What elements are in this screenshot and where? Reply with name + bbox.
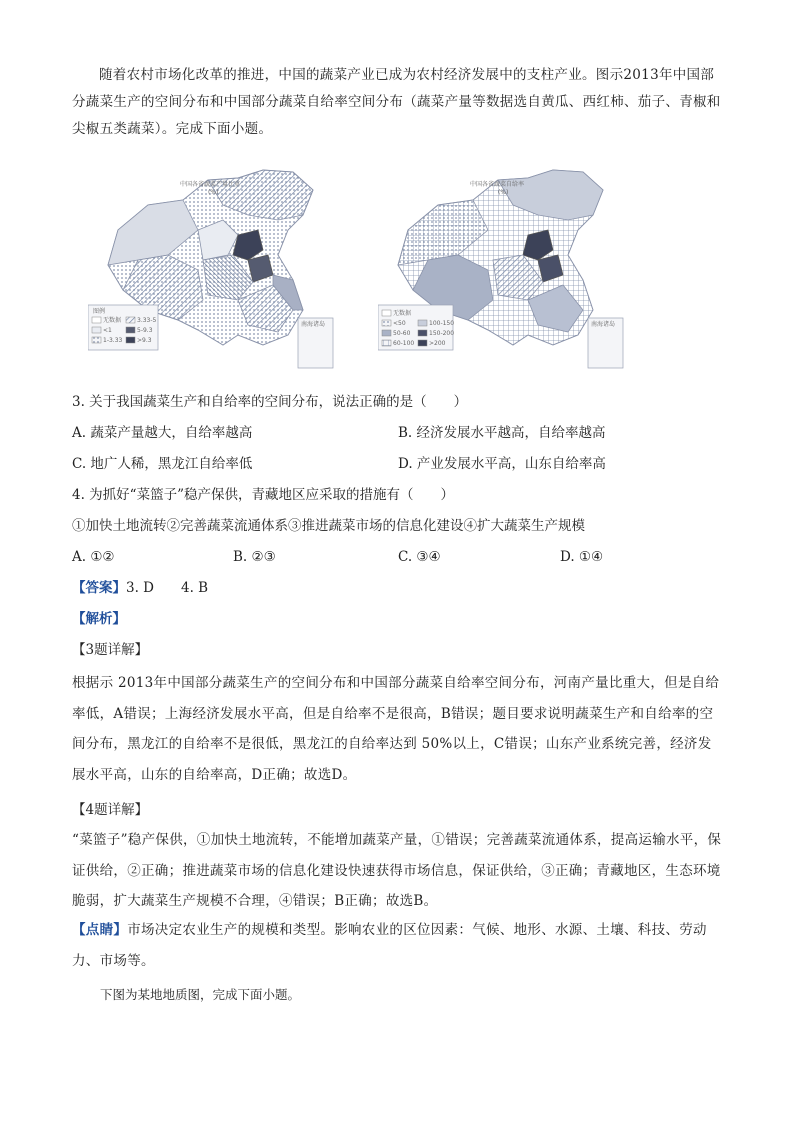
q3-option-b: B. 经济发展水平越高，自给率越高	[398, 425, 606, 441]
svg-text:>9.3: >9.3	[137, 337, 152, 344]
svg-text:1-3.33: 1-3.33	[103, 337, 123, 344]
svg-text:南海诸岛: 南海诸岛	[591, 321, 616, 328]
q3-option-c: C. 地广人稀，黑龙江自给率低	[72, 456, 253, 472]
q3-detail-text: 根据示 2013年中国部分蔬菜生产的空间分布和中国部分蔬菜自给率空间分布，河南产量比重大，但是自给率低，A错误；上海经济发展水平高，但是自给率不是很高，B错误；题目要求说明蔬菜生产和自给率的空间分布，黑龙江的自给率不是很低，黑龙江的自给率达到 50%以上，C错误；山东产业系统完善，经济发展水平高，山东的自给率高，D正确；故选D。	[72, 675, 720, 783]
tip-tag: 【点睛】	[72, 922, 128, 938]
left-map-title: 中国各省蔬菜产量比重	[180, 181, 241, 188]
svg-text:3.33-5: 3.33-5	[137, 317, 157, 324]
left-map-unit: (%)	[208, 189, 219, 196]
svg-text:100-150: 100-150	[429, 320, 455, 327]
svg-text:>200: >200	[429, 340, 446, 347]
q4-statements: ①加快土地流转②完善蔬菜流通体系③推进蔬菜市场的信息化建设④扩大蔬菜生产规模	[72, 518, 585, 534]
q4-stem: 4. 为抓好“菜篮子”稳产保供，青藏地区应采取的措施有（ ）	[72, 487, 454, 503]
svg-text:无数据: 无数据	[393, 310, 412, 317]
analysis-tag: 【解析】	[72, 611, 126, 627]
svg-text:5-9.3: 5-9.3	[137, 327, 153, 334]
svg-text:50-60: 50-60	[393, 330, 411, 337]
q4-option-d: D. ①④	[560, 549, 604, 565]
tip-paragraph	[72, 915, 724, 976]
tip-text: 市场决定农业生产的规模和类型。影响农业的区位因素：气候、地形、水源、土壤、科技、劳动力、市场等。	[72, 922, 707, 969]
svg-text:南海诸岛: 南海诸岛	[301, 321, 326, 328]
q3-detail-tag: 【3题详解】	[72, 642, 149, 658]
q3-option-a: A. 蔬菜产量越大，自给率越高	[72, 425, 253, 441]
right-map-title: 中国各省蔬菜自给率	[470, 181, 525, 188]
q4-detail-text: “菜篮子”稳产保供，①加快土地流转，不能增加蔬菜产量，①错误；完善蔬菜流通体系，提高运输水平，保证供给，②正确；推进蔬菜市场的信息化建设快速获得市场信息，保证供给，③正确；青藏地区，生态环境脆弱，扩大蔬菜生产规模不合理，④错误；B正确；故选B。	[72, 832, 722, 909]
vegetable-output-map	[88, 160, 358, 390]
q3-option-d: D. 产业发展水平高，山东自给率高	[398, 456, 606, 472]
svg-text:<50: <50	[393, 320, 406, 327]
right-map-unit: (%)	[498, 189, 509, 196]
intro-paragraph: 随着农村市场化改革的推进，中国的蔬菜产业已成为农村经济发展中的支柱产业。图示2013年中国部分蔬菜生产的空间分布和中国部分蔬菜自给率空间分布（蔬菜产量等数据选自黄瓜、西红柿、茄子、青椒和尖椒五类蔬菜）。完成下面小题。	[72, 67, 721, 137]
answer-text: 3. D 4. B	[126, 580, 209, 596]
answer-tag: 【答案】	[72, 580, 126, 596]
q4-option-c: C. ③④	[398, 549, 441, 565]
self-sufficiency-map	[378, 160, 648, 390]
svg-text:150-200: 150-200	[429, 330, 455, 337]
svg-text:<1: <1	[103, 327, 112, 334]
answer-line	[72, 578, 208, 598]
q4-option-a: A. ①②	[72, 549, 115, 565]
q4-detail-tag: 【4题详解】	[72, 802, 149, 818]
next-intro: 下图为某地地质图，完成下面小题。	[100, 987, 301, 1002]
q3-stem: 3. 关于我国蔬菜生产和自给率的空间分布，说法正确的是（ ）	[72, 394, 468, 410]
svg-text:60-100: 60-100	[393, 340, 415, 347]
q4-option-b: B. ②③	[233, 549, 276, 565]
maps-figure	[88, 160, 698, 390]
left-legend-title: 图例	[93, 308, 106, 315]
svg-text:无数据: 无数据	[103, 317, 122, 324]
